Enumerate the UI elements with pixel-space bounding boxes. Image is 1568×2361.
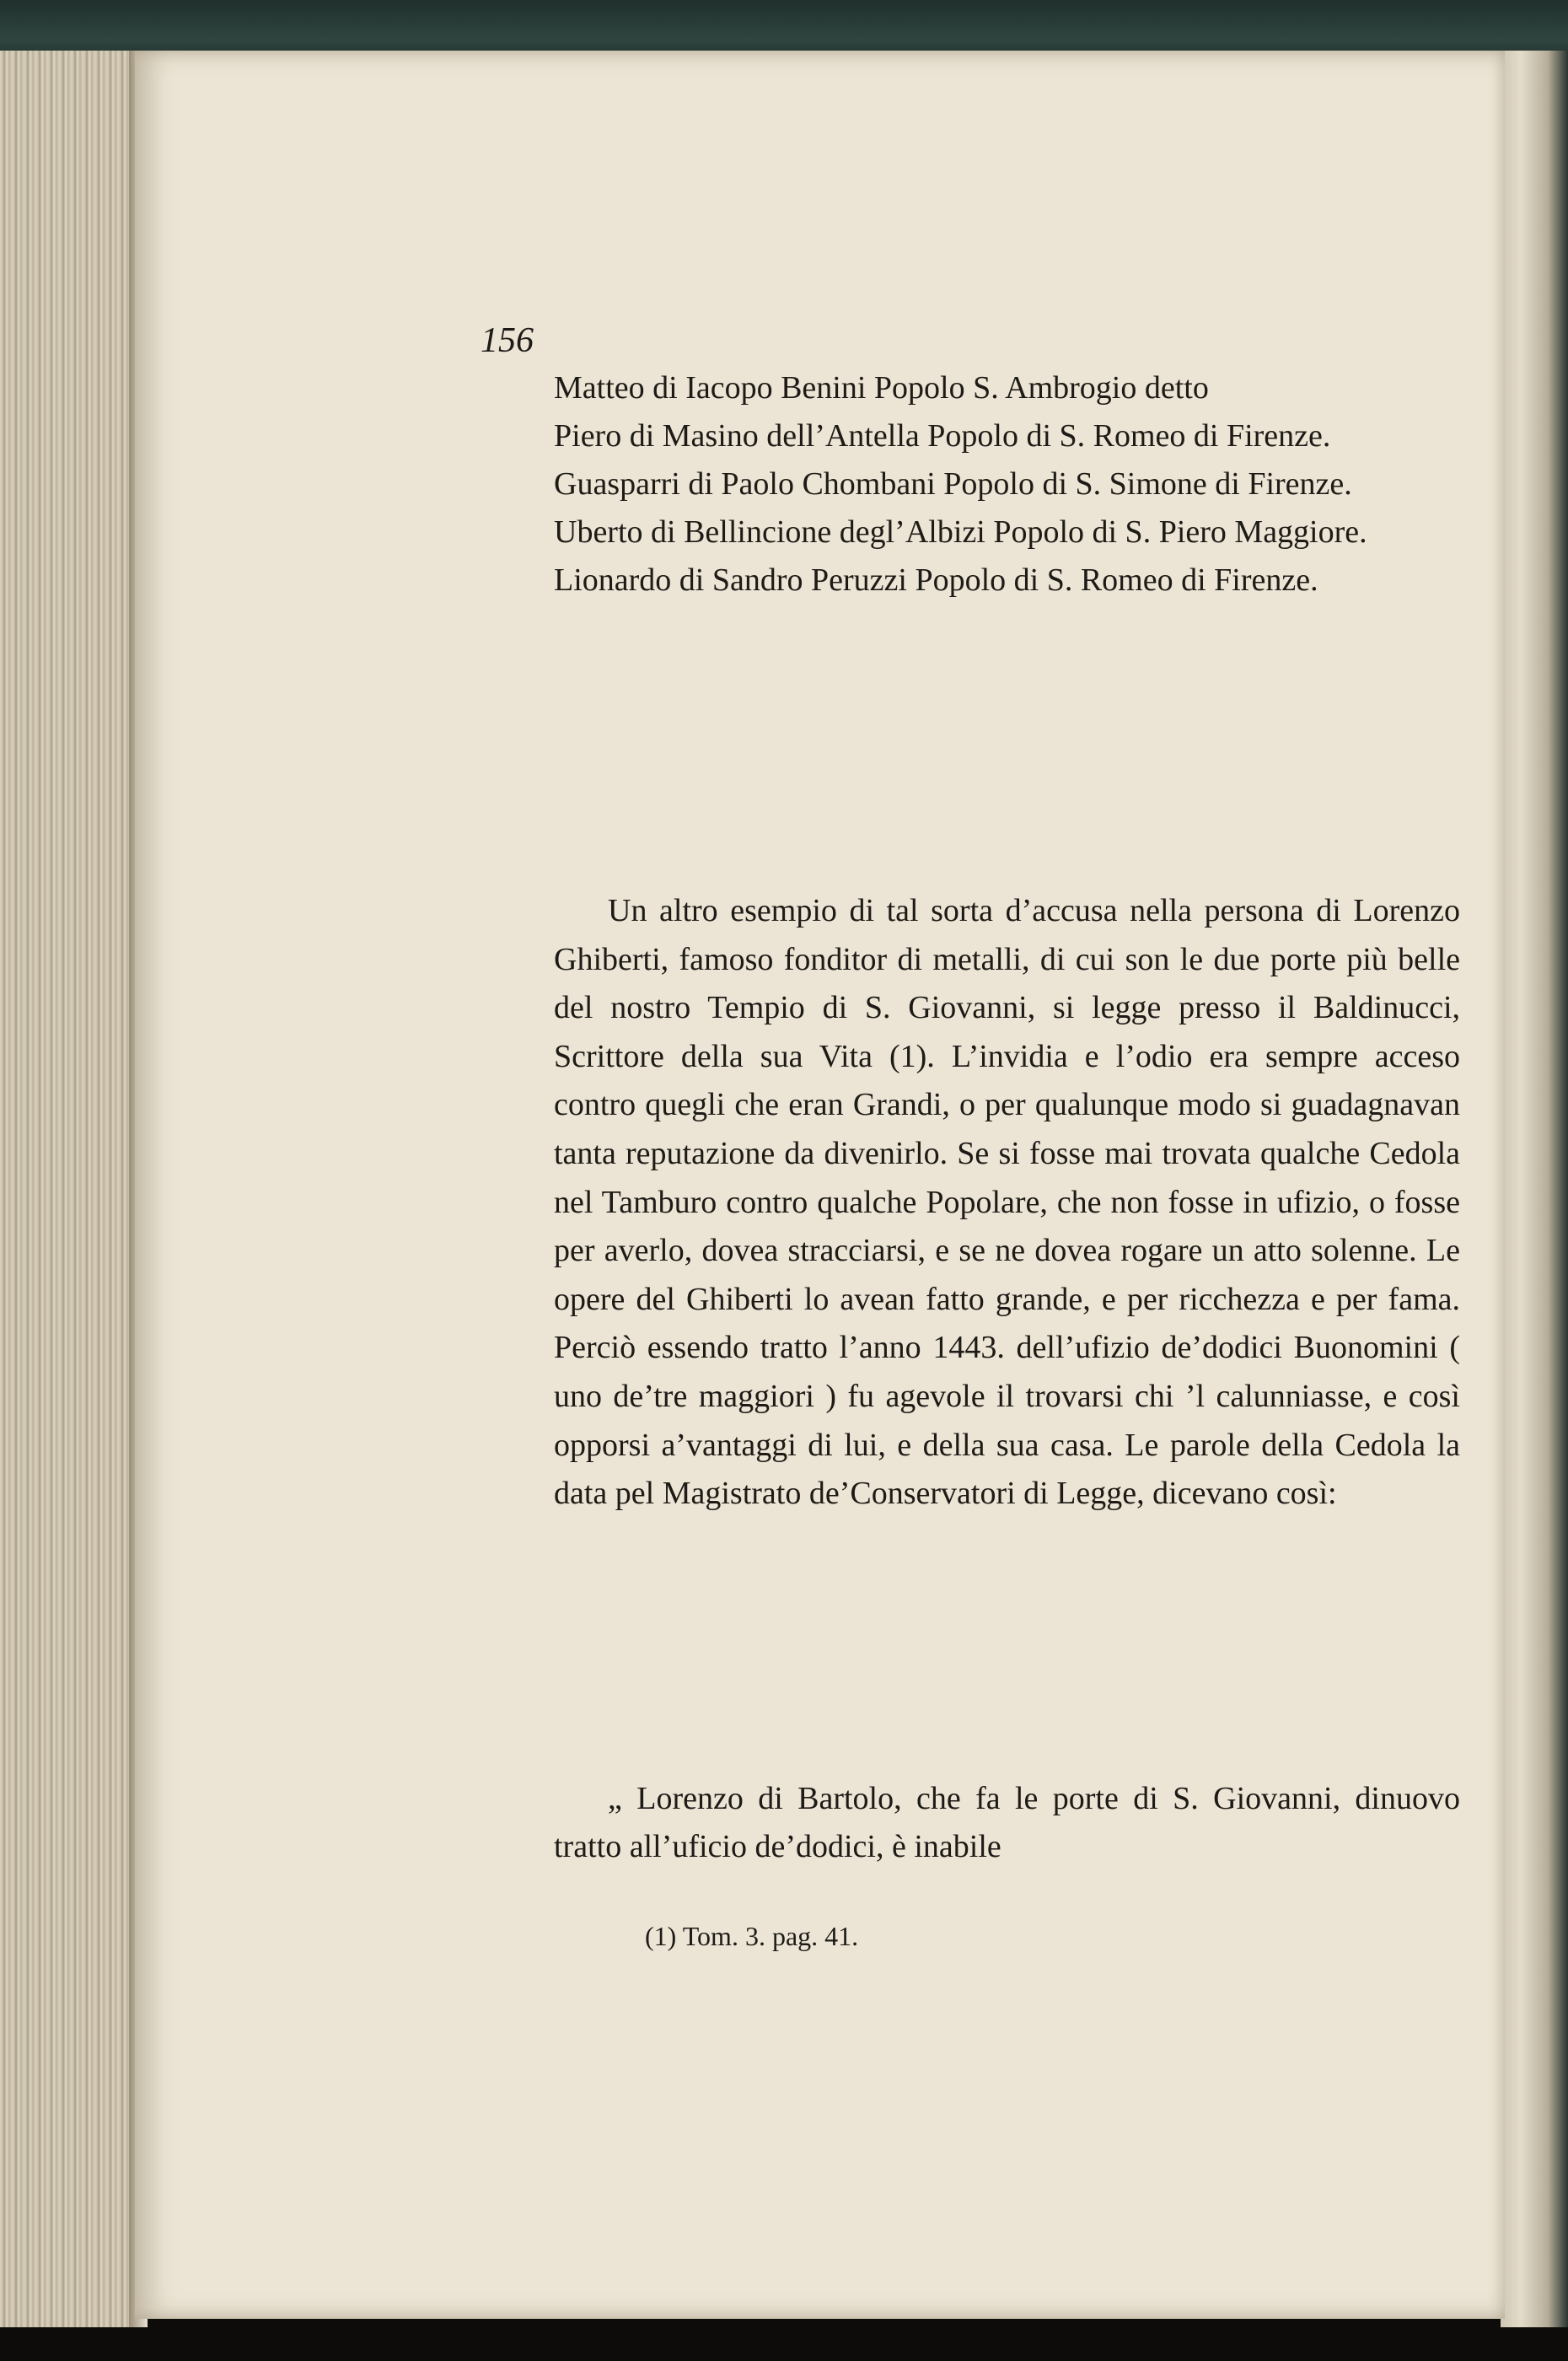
page-content (135, 51, 1505, 2319)
list-entry: Guasparri di Paolo Chombani Popolo di S. Simone di Firenze. (554, 466, 1352, 502)
book-page (135, 51, 1505, 2319)
footnote: (1) Tom. 3. pag. 41. (645, 1921, 859, 1951)
list-entry: Matteo di Iacopo Benini Popolo S. Ambrogio detto (554, 370, 1209, 406)
list-entry: Piero di Masino dell’Antella Popolo di S. Romeo di Firenze. (554, 418, 1331, 454)
name-list (554, 364, 1460, 605)
quoted-text: „ Lorenzo di Bartolo, che fa le porte di S. Giovanni, dinuovo tratto all’uficio de’dodici, è inabile (554, 1781, 1460, 1864)
body-paragraph: Un altro esempio di tal sorta d’accusa nella persona di Lorenzo Ghiberti, famoso fonditor di metalli, di cui son le due porte più belle del nostro Tempio di S. Giovanni, si legge presso il Baldinucci, Scrittore della sua Vita (1). L’invidia e l’odio era sempre acceso contro quegli che eran Grandi, o per qualunque modo si guadagnavan tanta reputazione da divenirlo. Se si fosse mai trovata qualche Cedola nel Tamburo contro qualche Popolare, che non fosse in ufizio, o fosse per averlo, dovea stracciarsi, e se ne dovea rogare un atto solenne. Le opere del Ghiberti lo avean fatto grande, e per ricchezza e per fama. Perciò essendo tratto l’anno 1443. dell’ufizio de’dodici Buonomini ( uno de’tre maggiori ) fu agevole il trovarsi chi ’l calunniasse, e così opporsi a’vantaggi di lui, e della sua casa. Le parole della Cedola la data pel Magistrato de’Conservatori di Legge, dicevano così: (554, 893, 1460, 1512)
list-entry: Uberto di Bellincione degl’Albizi Popolo di S. Piero Maggiore. (554, 514, 1367, 550)
page-number: 156 (481, 321, 534, 360)
page-stack-left (0, 51, 148, 2327)
list-entry: Lionardo di Sandro Peruzzi Popolo di S. Romeo di Firenze. (554, 562, 1318, 598)
page-stack-right (1501, 51, 1568, 2327)
